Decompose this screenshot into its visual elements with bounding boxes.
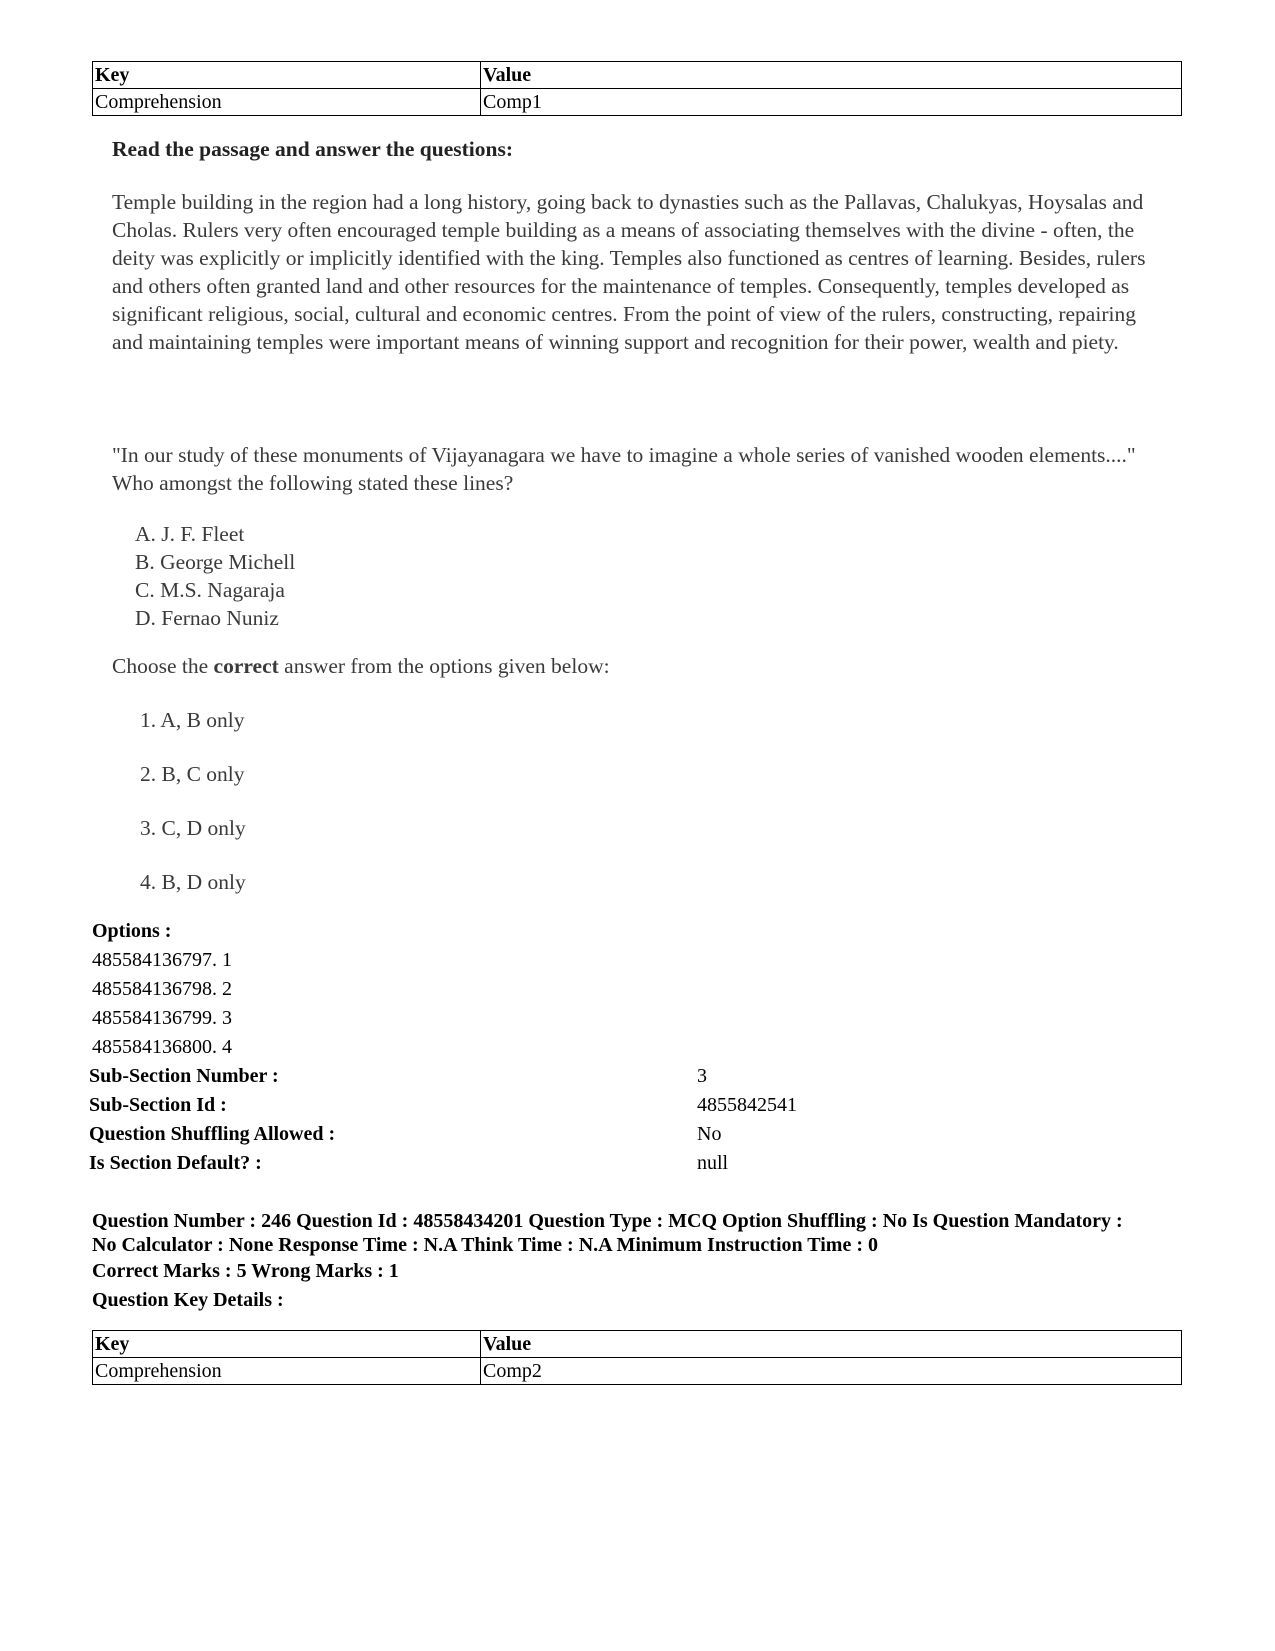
choose-instruction (112, 654, 610, 679)
value-cell: Comp2 (481, 1358, 1182, 1385)
choose-pre: Choose the (112, 654, 214, 678)
option-item: 485584136799. 3 (92, 1007, 232, 1029)
option-item: 485584136800. 4 (92, 1036, 232, 1058)
choice-list (135, 520, 295, 632)
meta-row (89, 1062, 707, 1091)
meta-value: null (697, 1152, 729, 1174)
meta-label: Question Shuffling Allowed : (89, 1123, 336, 1145)
value-header: Value (481, 1331, 1182, 1358)
question-info-line-1: Question Number : 246 Question Id : 48558434201 Question Type : MCQ Option Shuffling : No Is Question Mandatory : (92, 1210, 1123, 1232)
meta-value: No (697, 1123, 722, 1145)
key-cell: Comprehension (93, 89, 481, 116)
meta-label: Sub-Section Number : (89, 1065, 279, 1087)
meta-label: Is Section Default? : (89, 1152, 262, 1174)
answer-item: 2. B, C only (140, 762, 245, 786)
value-header: Value (481, 62, 1182, 89)
question-key-table-2 (92, 1330, 1182, 1385)
options-title: Options : (92, 920, 172, 942)
marks-line: Correct Marks : 5 Wrong Marks : 1 (92, 1260, 399, 1282)
answer-item: 3. C, D only (140, 816, 246, 840)
choice-item: A. J. F. Fleet (135, 522, 245, 546)
option-item: 485584136797. 1 (92, 949, 232, 971)
key-cell: Comprehension (93, 1358, 481, 1385)
meta-label: Sub-Section Id : (89, 1094, 227, 1116)
sub-section-meta (89, 1062, 797, 1178)
table-header-row (93, 1331, 1182, 1358)
options-block (92, 917, 232, 1062)
question-info (92, 1209, 1187, 1315)
answer-item: 4. B, D only (140, 870, 246, 894)
answer-item: 1. A, B only (140, 708, 245, 732)
question-info-line-2: No Calculator : None Response Time : N.A Think Time : N.A Minimum Instruction Time : 0 (92, 1234, 878, 1256)
meta-row (89, 1120, 722, 1149)
passage-text: Temple building in the region had a long history, going back to dynasties such as the Pallavas, Chalukyas, Hoysalas and Cholas. Rulers very often encouraged temple building as a means of associating themselves with the divine - often, the deity was explicitly or implicitly identified with the king. Temples also functioned as centres of learning. Besides, rulers and others often granted land and other resources for the maintenance of temples. Consequently, temples developed as significant religious, social, cultural and economic centres. From the point of view of the rulers, constructing, repairing and maintaining temples were important means of winning support and recognition for their power, wealth and piety. (112, 190, 1146, 354)
value-cell: Comp1 (481, 89, 1182, 116)
choice-item: B. George Michell (135, 550, 296, 574)
table-row (93, 1358, 1182, 1385)
choice-item: C. M.S. Nagaraja (135, 578, 285, 602)
meta-value: 4855842541 (697, 1094, 797, 1116)
passage-heading: Read the passage and answer the questions: (112, 137, 513, 161)
question-key-table-1 (92, 61, 1182, 116)
answer-list (140, 706, 246, 922)
question-text: "In our study of these monuments of Vijayanagara we have to imagine a whole series of vanished wooden elements...." Who amongst the following stated these lines? (112, 443, 1136, 495)
key-details-label: Question Key Details : (92, 1289, 284, 1311)
table-row (93, 89, 1182, 116)
choose-post: answer from the options given below: (278, 654, 610, 678)
key-header: Key (93, 62, 481, 89)
meta-row (89, 1149, 729, 1178)
option-item: 485584136798. 2 (92, 978, 232, 1000)
table-header-row (93, 62, 1182, 89)
choose-bold: correct (213, 654, 279, 678)
key-header: Key (93, 1331, 481, 1358)
meta-value: 3 (697, 1065, 707, 1087)
meta-row (89, 1091, 797, 1120)
choice-item: D. Fernao Nuniz (135, 606, 279, 630)
